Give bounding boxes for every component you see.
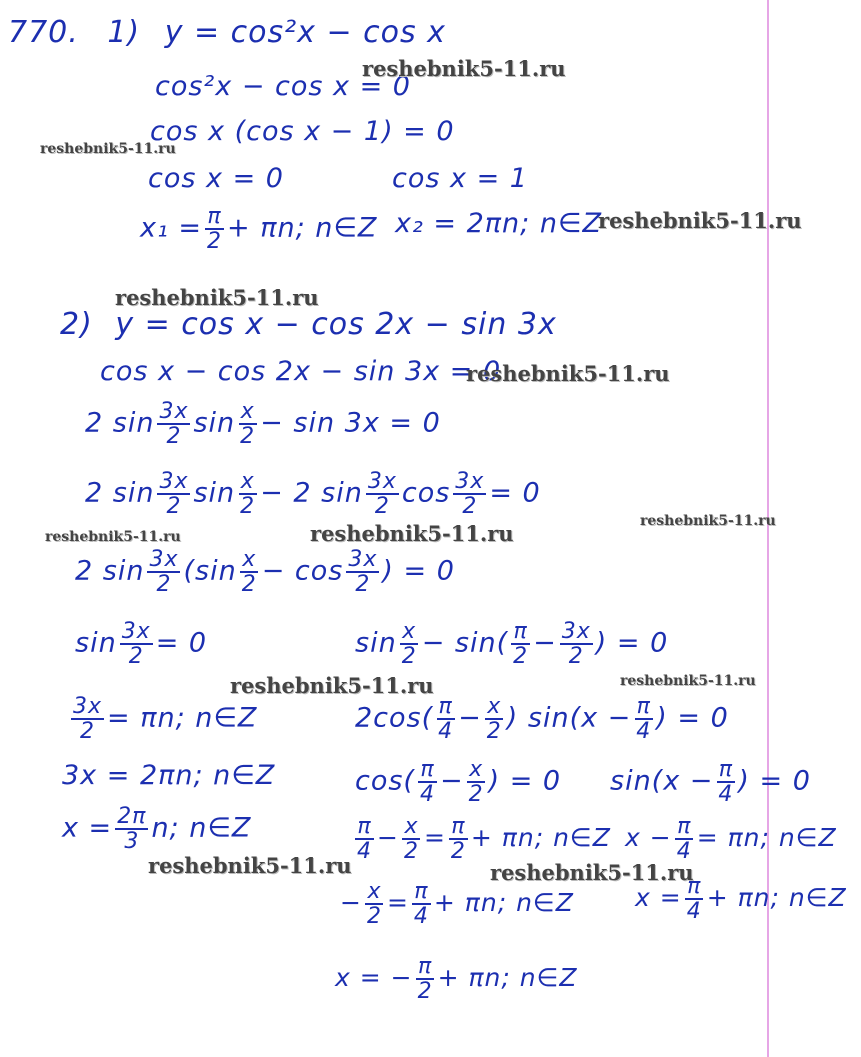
right-line5-cos [340,880,574,928]
text: 2 sin [85,477,155,509]
text: − sin( [421,627,509,659]
fraction [418,758,437,806]
fraction-numerator: x [242,547,257,572]
fraction-numerator: x [367,879,382,904]
right-line3-sin [610,758,811,806]
text: ) = 0 [656,702,729,734]
fraction-numerator: π [417,954,433,979]
watermark: reshebnik5-11.ru [620,673,756,689]
fraction-denominator: 2 [128,644,144,670]
fraction-denominator: 2 [355,572,371,598]
text: = πn; n∈Z [107,702,258,734]
text: x = [62,812,113,844]
fraction-numerator: 3x [73,694,103,719]
part2-line3 [85,400,441,448]
fraction-denominator: 2 [374,494,390,520]
watermark: reshebnik5-11.ru [45,529,181,545]
left-line2 [68,695,257,743]
fraction [71,695,104,743]
fraction [366,470,399,518]
right-line6-cos [335,955,578,1003]
fraction [120,620,153,668]
text: = 0 [155,627,208,659]
fraction-denominator: 2 [166,494,182,520]
text: − [533,627,557,659]
watermark: reshebnik5-11.ru [490,860,694,885]
fraction-numerator: π [687,874,702,899]
fraction-numerator: 3x [455,469,485,494]
fraction [115,805,148,853]
text: − [377,823,399,853]
part1-case-a: cos x = 0 [148,163,284,194]
text: cos( [355,765,415,797]
fraction-numerator: 3x [149,547,179,572]
text: x = − [335,963,413,993]
text: x − [625,823,672,853]
fraction [238,400,257,448]
part1-line3: cos x (cos x − 1) = 0 [150,116,455,147]
fraction [147,548,180,596]
fraction-numerator: x [487,694,502,719]
text: − sin 3x = 0 [260,407,441,439]
fraction-denominator: 3 [124,829,140,855]
fraction-numerator: 2π [117,804,147,829]
right-line4-sin [625,815,837,863]
fraction [355,815,374,863]
text: − [458,702,482,734]
fraction-denominator: 2 [462,494,478,520]
fraction-denominator: 4 [686,899,702,925]
right-line2 [355,695,729,743]
text: = [423,823,446,853]
fraction-numerator: π [438,694,453,719]
watermark: reshebnik5-11.ru [115,285,319,310]
fraction-denominator: 4 [357,839,372,865]
text: sin [193,477,236,509]
fraction-numerator: 3x [348,547,378,572]
fraction-denominator: 2 [366,904,382,930]
fraction [449,815,468,863]
right-line4-cos [352,815,611,863]
fraction [365,880,384,928]
fraction-numerator: π [677,814,692,839]
part1-label: 1) [107,15,141,50]
text: ) = 0 [382,555,455,587]
right-line3-cos [355,758,561,806]
part2-line4 [85,470,541,518]
fraction-numerator: x [404,814,419,839]
fraction-denominator: 4 [718,782,734,808]
watermark: reshebnik5-11.ru [362,56,566,81]
text: − [439,765,464,797]
part1-equation: y = cos²x − cos x [164,15,446,50]
fraction [416,955,435,1003]
text: + πn; n∈Z [470,823,611,853]
fraction [157,400,190,448]
fraction [157,470,190,518]
x1-head: x₁ = [140,212,203,244]
text: ) sin(x − [506,702,632,734]
fraction-denominator: 2 [240,424,256,450]
text: 2 sin [75,555,145,587]
text: = 0 [489,477,541,509]
part2-line5 [75,548,455,596]
fraction-denominator: 2 [80,719,96,745]
fraction [346,548,379,596]
part2-header [60,307,557,342]
fraction [467,758,486,806]
text: cos [401,477,451,509]
text: = [386,888,409,918]
fraction-denominator: 2 [166,424,182,450]
watermark: reshebnik5-11.ru [230,673,434,698]
task-number-line [8,15,446,50]
fraction-numerator: x [240,399,255,424]
part1-line2: cos²x − cos x = 0 [155,71,411,102]
fraction [400,620,419,668]
right-line1 [355,620,668,668]
fraction-numerator: π [451,814,466,839]
text: sin [75,627,117,659]
text: + πn; n∈Z [706,883,847,913]
fraction-numerator: π [414,879,429,904]
fraction-denominator: 2 [241,572,257,598]
fraction [412,880,431,928]
fraction [238,470,257,518]
text: ) = 0 [488,765,562,797]
fraction-denominator: 2 [401,644,417,670]
fraction-denominator: 4 [413,904,429,930]
part2-line2: cos x − cos 2x − sin 3x = 0 [100,356,502,387]
fraction [453,470,486,518]
text: sin [193,407,236,439]
part1-root-x1 [140,205,377,253]
fraction [205,205,224,253]
part1-root-x2: x₂ = 2πn; n∈Z [395,208,602,239]
fraction-numerator: x [402,619,417,644]
fraction-denominator: 2 [403,839,419,865]
fraction [511,620,530,668]
text: = πn; n∈Z [696,823,837,853]
fraction-numerator: 3x [561,619,591,644]
fraction-denominator: 4 [438,719,454,745]
fraction-denominator: 2 [240,494,256,520]
fraction-numerator: 3x [159,469,189,494]
text: x = [635,883,682,913]
text: (sin [183,555,237,587]
fraction [675,815,694,863]
text: − 2 sin [260,477,363,509]
watermark: reshebnik5-11.ru [598,208,802,233]
text: ) = 0 [738,765,811,797]
fraction-denominator: 2 [417,979,433,1005]
fraction-numerator: x [240,469,255,494]
fraction-denominator: 2 [207,229,223,255]
fraction-numerator: π [636,694,651,719]
fraction [560,620,593,668]
fraction [716,758,735,806]
text: sin [355,627,397,659]
fraction-numerator: x [469,757,484,782]
text: − cos [261,555,344,587]
fraction-denominator: 4 [636,719,652,745]
watermark: reshebnik5-11.ru [40,141,176,157]
fraction-numerator: π [513,619,528,644]
left-line4 [62,805,251,853]
text: 2cos( [355,702,434,734]
watermark: reshebnik5-11.ru [640,513,776,529]
fraction-numerator: 3x [367,469,397,494]
watermark: reshebnik5-11.ru [148,853,352,878]
fraction-denominator: 4 [419,782,435,808]
text: + πn; n∈Z [433,888,574,918]
part2-equation: y = cos x − cos 2x − sin 3x [115,307,557,342]
fraction [402,815,421,863]
fraction-denominator: 2 [568,644,584,670]
text: − [340,888,362,918]
watermark: reshebnik5-11.ru [466,361,670,386]
fraction-denominator: 2 [513,644,529,670]
left-line1 [75,620,207,668]
text: sin(x − [610,765,714,797]
x1-tail: + πn; n∈Z [227,212,378,244]
text: n; n∈Z [151,812,252,844]
left-line3: 3x = 2πn; n∈Z [62,760,276,791]
fraction-numerator: π [357,814,372,839]
fraction-denominator: 2 [486,719,502,745]
task-number: 770. [8,15,79,50]
fraction [485,695,504,743]
fraction-numerator: 3x [121,619,151,644]
fraction [240,548,259,596]
fraction-numerator: π [420,757,435,782]
fraction-numerator: 3x [159,399,189,424]
fraction-denominator: 4 [676,839,692,865]
fraction-numerator: π [718,757,734,782]
part1-case-b: cos x = 1 [392,163,528,194]
part2-label: 2) [60,307,93,342]
fraction [436,695,455,743]
fraction-denominator: 2 [156,572,172,598]
fraction [634,695,653,743]
fraction-numerator: π [207,204,222,229]
text: + πn; n∈Z [437,963,578,993]
fraction-denominator: 2 [468,782,484,808]
text: ) = 0 [595,627,669,659]
watermark: reshebnik5-11.ru [310,521,514,546]
fraction-denominator: 2 [450,839,466,865]
text: 2 sin [85,407,155,439]
